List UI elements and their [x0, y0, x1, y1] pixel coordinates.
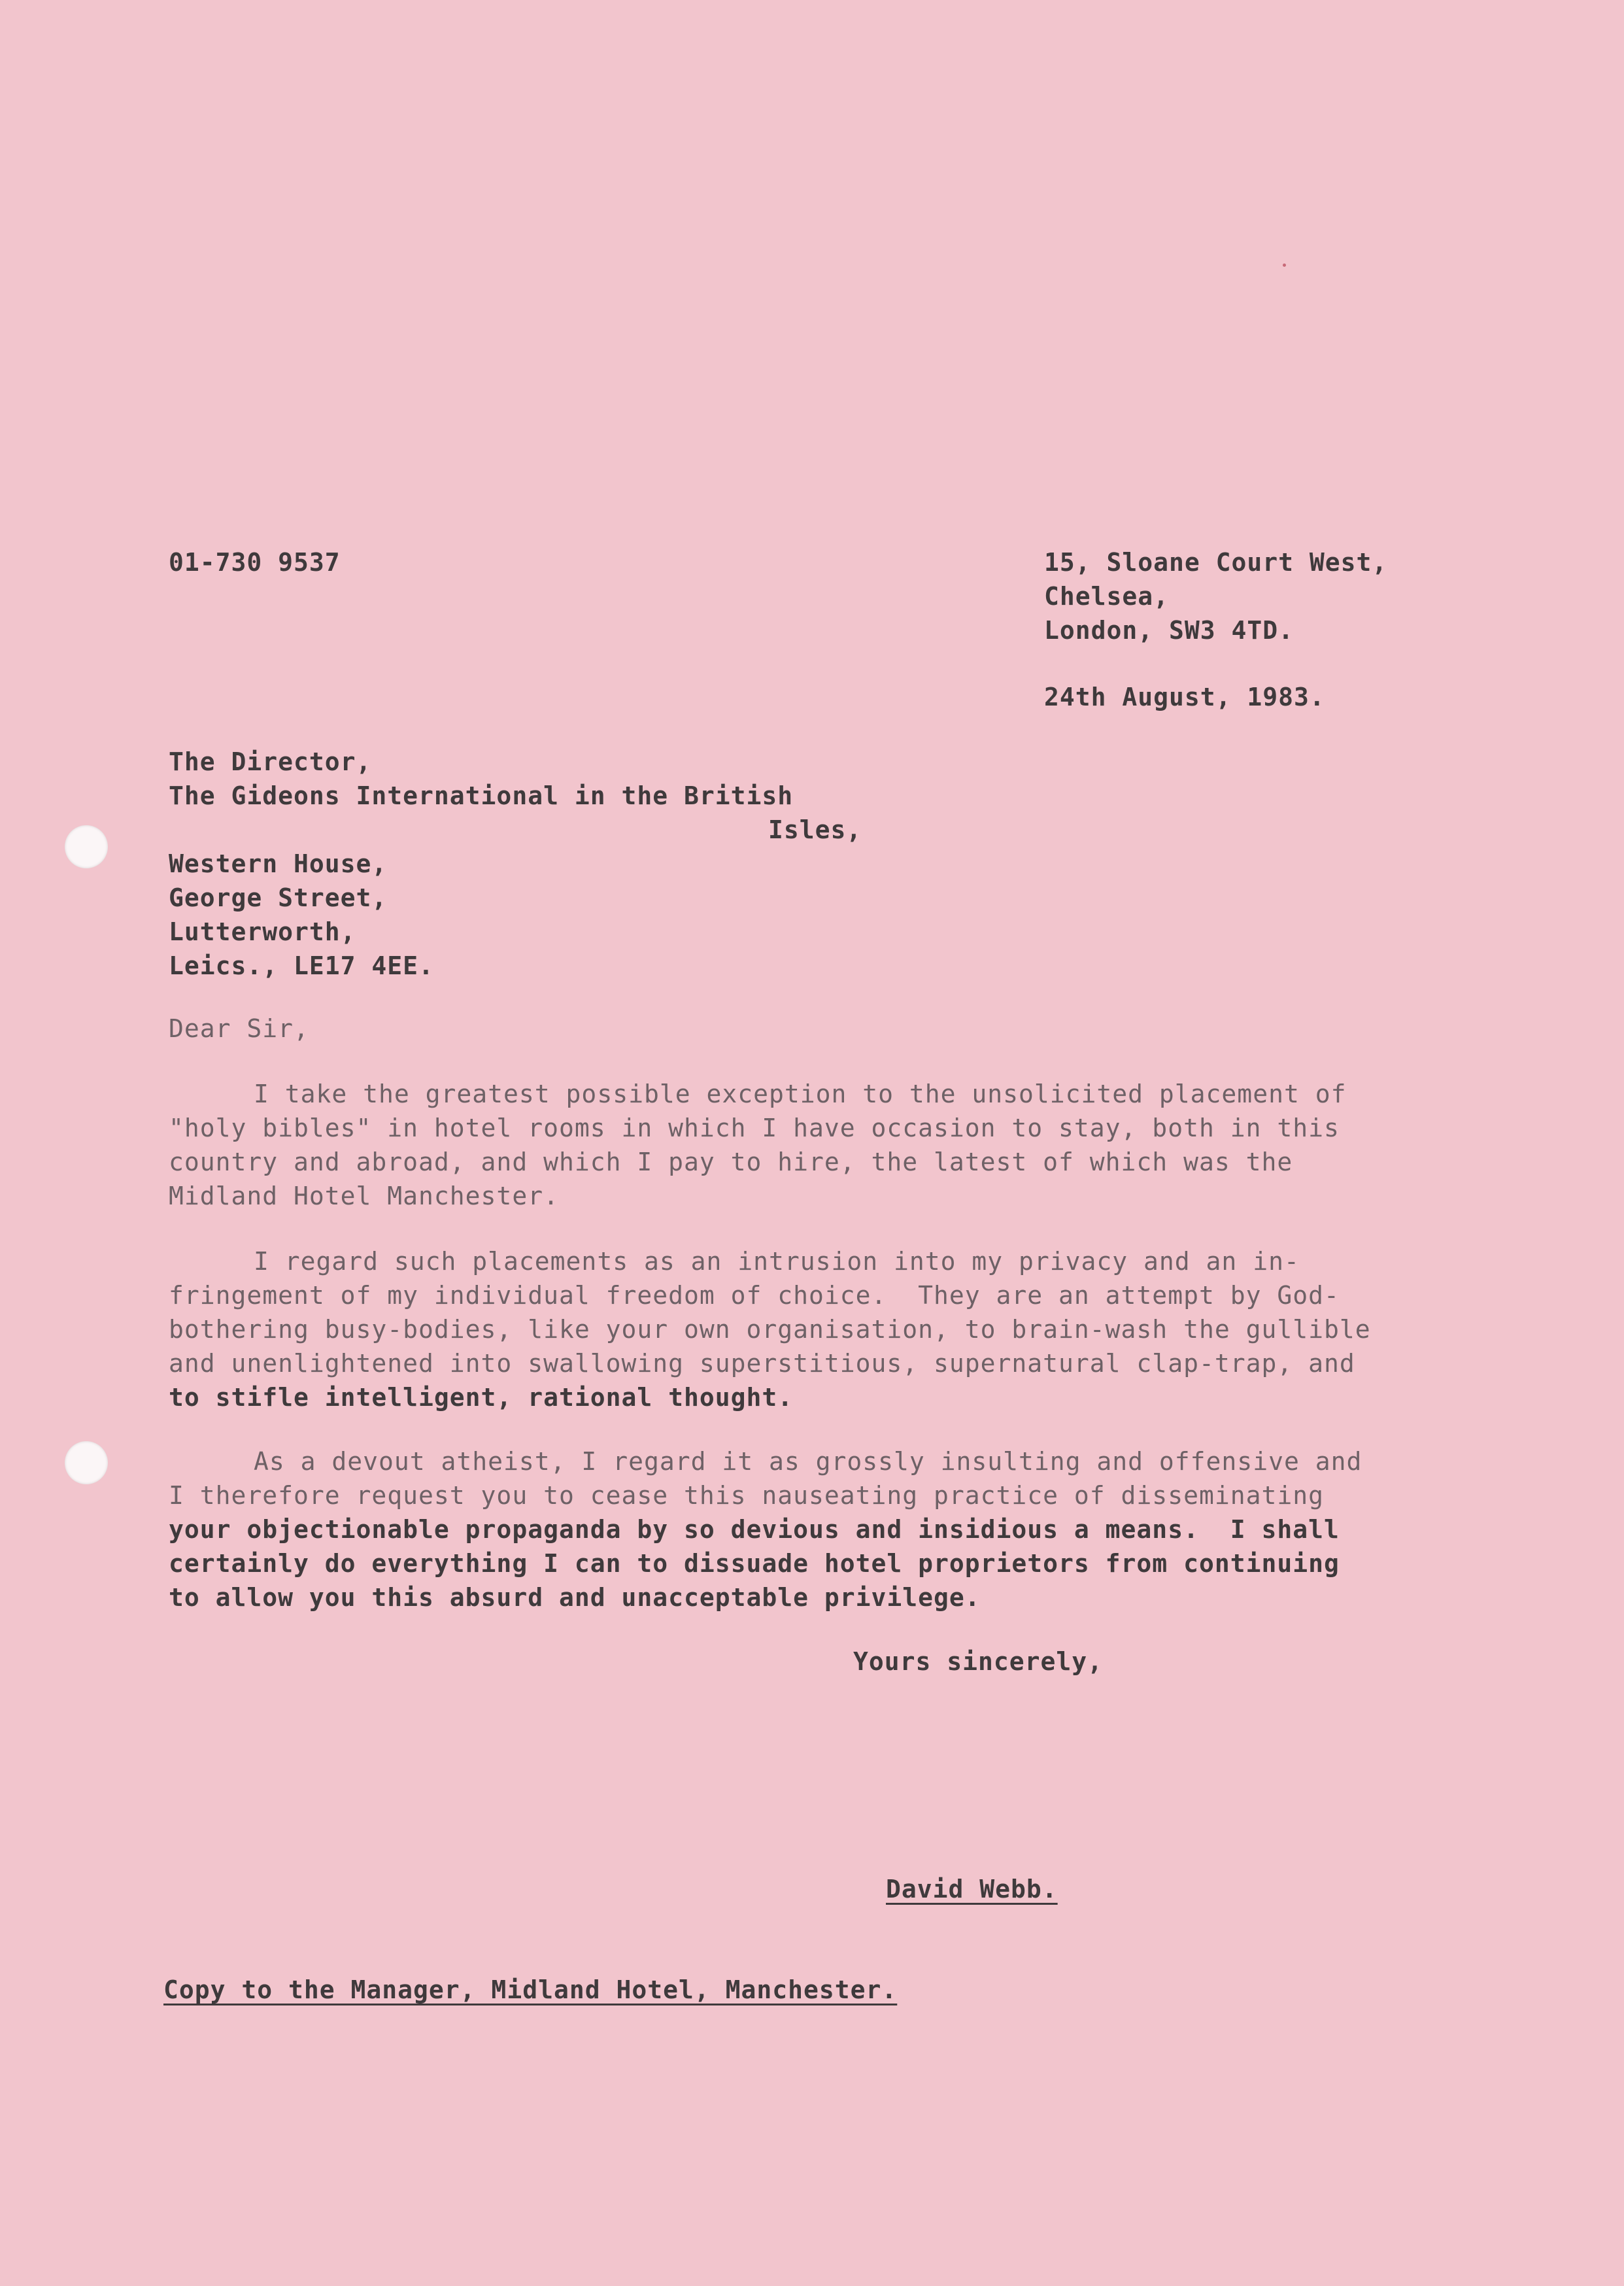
recipient-line-1: The Director,	[169, 747, 372, 776]
recipient-line-5: George Street,	[169, 883, 388, 912]
paragraph-2-line-4: and unenlightened into swallowing superstitious, supernatural clap-trap, and	[169, 1349, 1355, 1378]
paragraph-2-line-2: fringement of my individual freedom of choice. They are an attempt by God-	[169, 1281, 1340, 1310]
paragraph-3-line-3: your objectionable propaganda by so devious and insidious a means. I shall	[169, 1515, 1340, 1544]
punch-hole-top	[65, 825, 108, 868]
signature-name: David Webb.	[886, 1875, 1058, 1903]
paragraph-3-line-1: As a devout atheist, I regard it as grossly insulting and offensive and	[254, 1447, 1362, 1476]
paragraph-1-line-2: "holy bibles" in hotel rooms in which I have occasion to stay, both in this	[169, 1114, 1340, 1142]
phone-number: 01-730 9537	[169, 548, 341, 577]
sender-address-line-2: Chelsea,	[1044, 582, 1170, 611]
paragraph-1-line-4: Midland Hotel Manchester.	[169, 1182, 559, 1210]
paragraph-3-line-2: I therefore request you to cease this nauseating practice of disseminating	[169, 1481, 1324, 1510]
paragraph-2-line-1: I regard such placements as an intrusion into my privacy and an in-	[254, 1247, 1300, 1276]
paragraph-1-line-3: country and abroad, and which I pay to hire, the latest of which was the	[169, 1148, 1293, 1176]
closing: Yours sincerely,	[853, 1647, 1104, 1676]
recipient-line-2: The Gideons International in the British	[169, 781, 794, 810]
recipient-line-7: Leics., LE17 4EE.	[169, 951, 434, 980]
punch-hole-bottom	[65, 1441, 108, 1484]
sender-address-line-3: London, SW3 4TD.	[1044, 616, 1294, 645]
paragraph-3-line-4: certainly do everything I can to dissuade hotel proprietors from continuing	[169, 1549, 1340, 1578]
recipient-line-4: Western House,	[169, 849, 388, 878]
recipient-line-6: Lutterworth,	[169, 917, 356, 946]
recipient-line-3: Isles,	[768, 815, 862, 844]
paragraph-2-line-5: to stifle intelligent, rational thought.	[169, 1383, 794, 1412]
paragraph-2-line-3: bothering busy-bodies, like your own organisation, to brain-wash the gullible	[169, 1315, 1371, 1344]
letter-date: 24th August, 1983.	[1044, 683, 1325, 711]
paper-speck	[1283, 264, 1286, 267]
sender-address-line-1: 15, Sloane Court West,	[1044, 548, 1388, 577]
paragraph-1-line-1: I take the greatest possible exception to the unsolicited placement of	[254, 1080, 1347, 1108]
salutation: Dear Sir,	[169, 1014, 309, 1043]
copy-note: Copy to the Manager, Midland Hotel, Manchester.	[163, 1975, 898, 2004]
paragraph-3-line-5: to allow you this absurd and unacceptable privilege.	[169, 1583, 981, 1612]
